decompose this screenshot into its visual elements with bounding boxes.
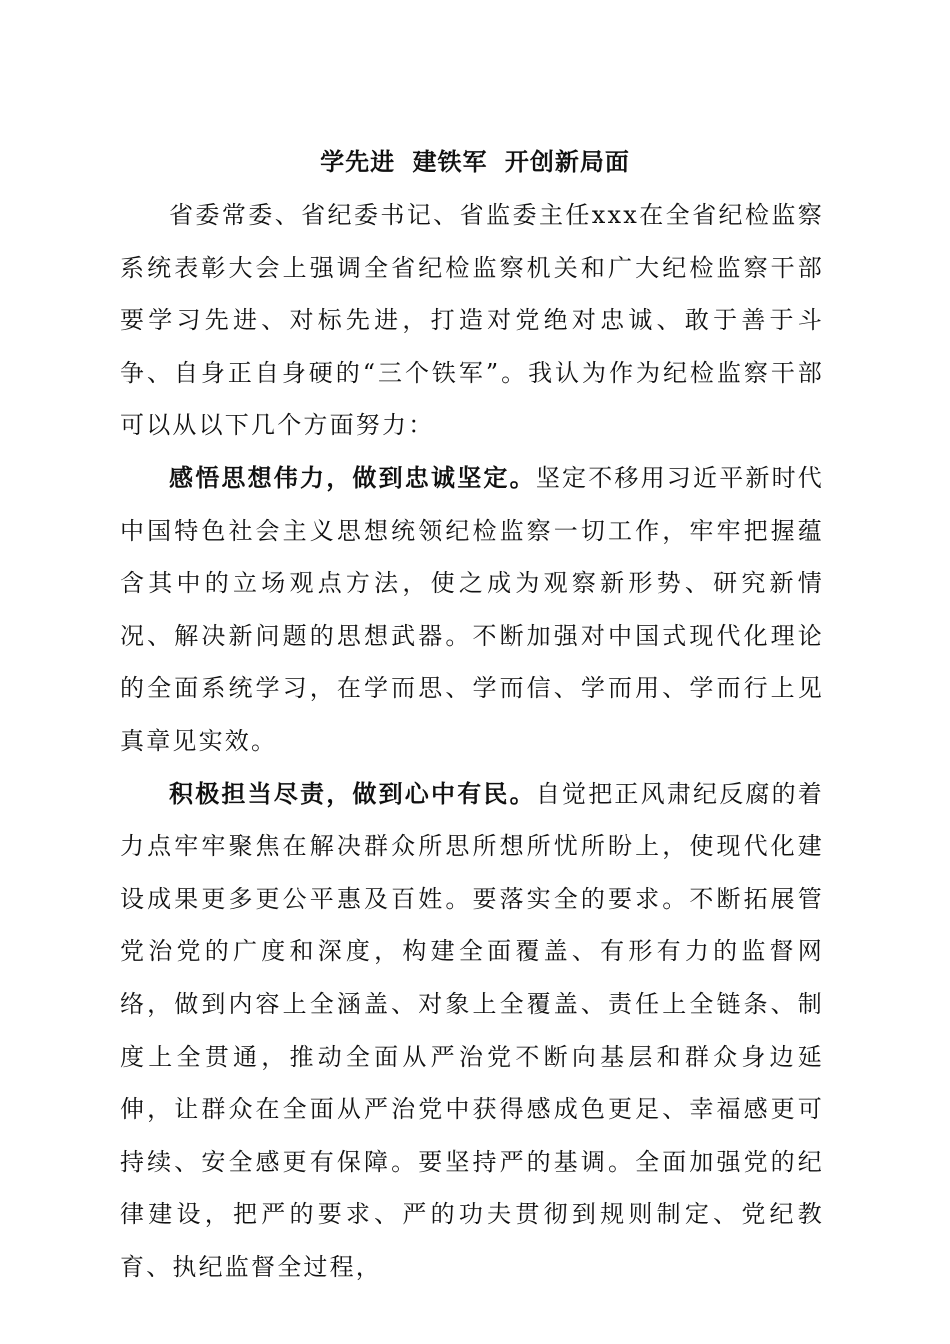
- paragraph-text: 自觉把正风肃纪反腐的着力点牢牢聚焦在解决群众所思所想所忧所盼上，使现代化建设成果更多更公平惠及百姓。要落实全的要求。不断拓展管党治党的广度和深度，构建全面覆盖、有形有力的监督网络，做到内容上全涵盖、对象上全覆盖、责任上全链条、制度上全贯通，推动全面从严治党不断向基层和群众身边延伸，让群众在全面从严治党中获得感成色更足、幸福感更可持续、安全感更有保障。要坚持严的基调。全面加强党的纪律建设，把严的要求、严的功夫贯彻到规则制定、党纪教育、执纪监督全过程，: [120, 779, 825, 1281]
- paragraph-lead: 积极担当尽责，做到心中有民。: [169, 778, 536, 808]
- document-body: [120, 189, 824, 1293]
- paragraph-responsibility: [120, 768, 824, 1294]
- paragraph-lead: 感悟思想伟力，做到忠诚坚定。: [169, 462, 536, 492]
- paragraph-intro: [120, 189, 824, 452]
- paragraph-text: 省委常委、省纪委书记、省监委主任xxx在全省纪检监察系统表彰大会上强调全省纪检监察机关和广大纪检监察干部要学习先进、对标先进，打造对党绝对忠诚、敢于善于斗争、自身正自身硬的“三个铁军”。我认为作为纪检监察干部可以从以下几个方面努力：: [120, 201, 824, 440]
- paragraph-thought: [120, 452, 824, 768]
- document-title: 学先进 建铁军 开创新局面: [320, 147, 630, 176]
- paragraph-text: 坚定不移用习近平新时代中国特色社会主义思想统领纪检监察一切工作，牢牢把握蕴含其中的立场观点方法，使之成为观察新形势、研究新情况、解决新问题的思想武器。不断加强对中国式现代化理论的全面系统学习，在学而思、学而信、学而用、学而行上见真章见实效。: [120, 463, 825, 755]
